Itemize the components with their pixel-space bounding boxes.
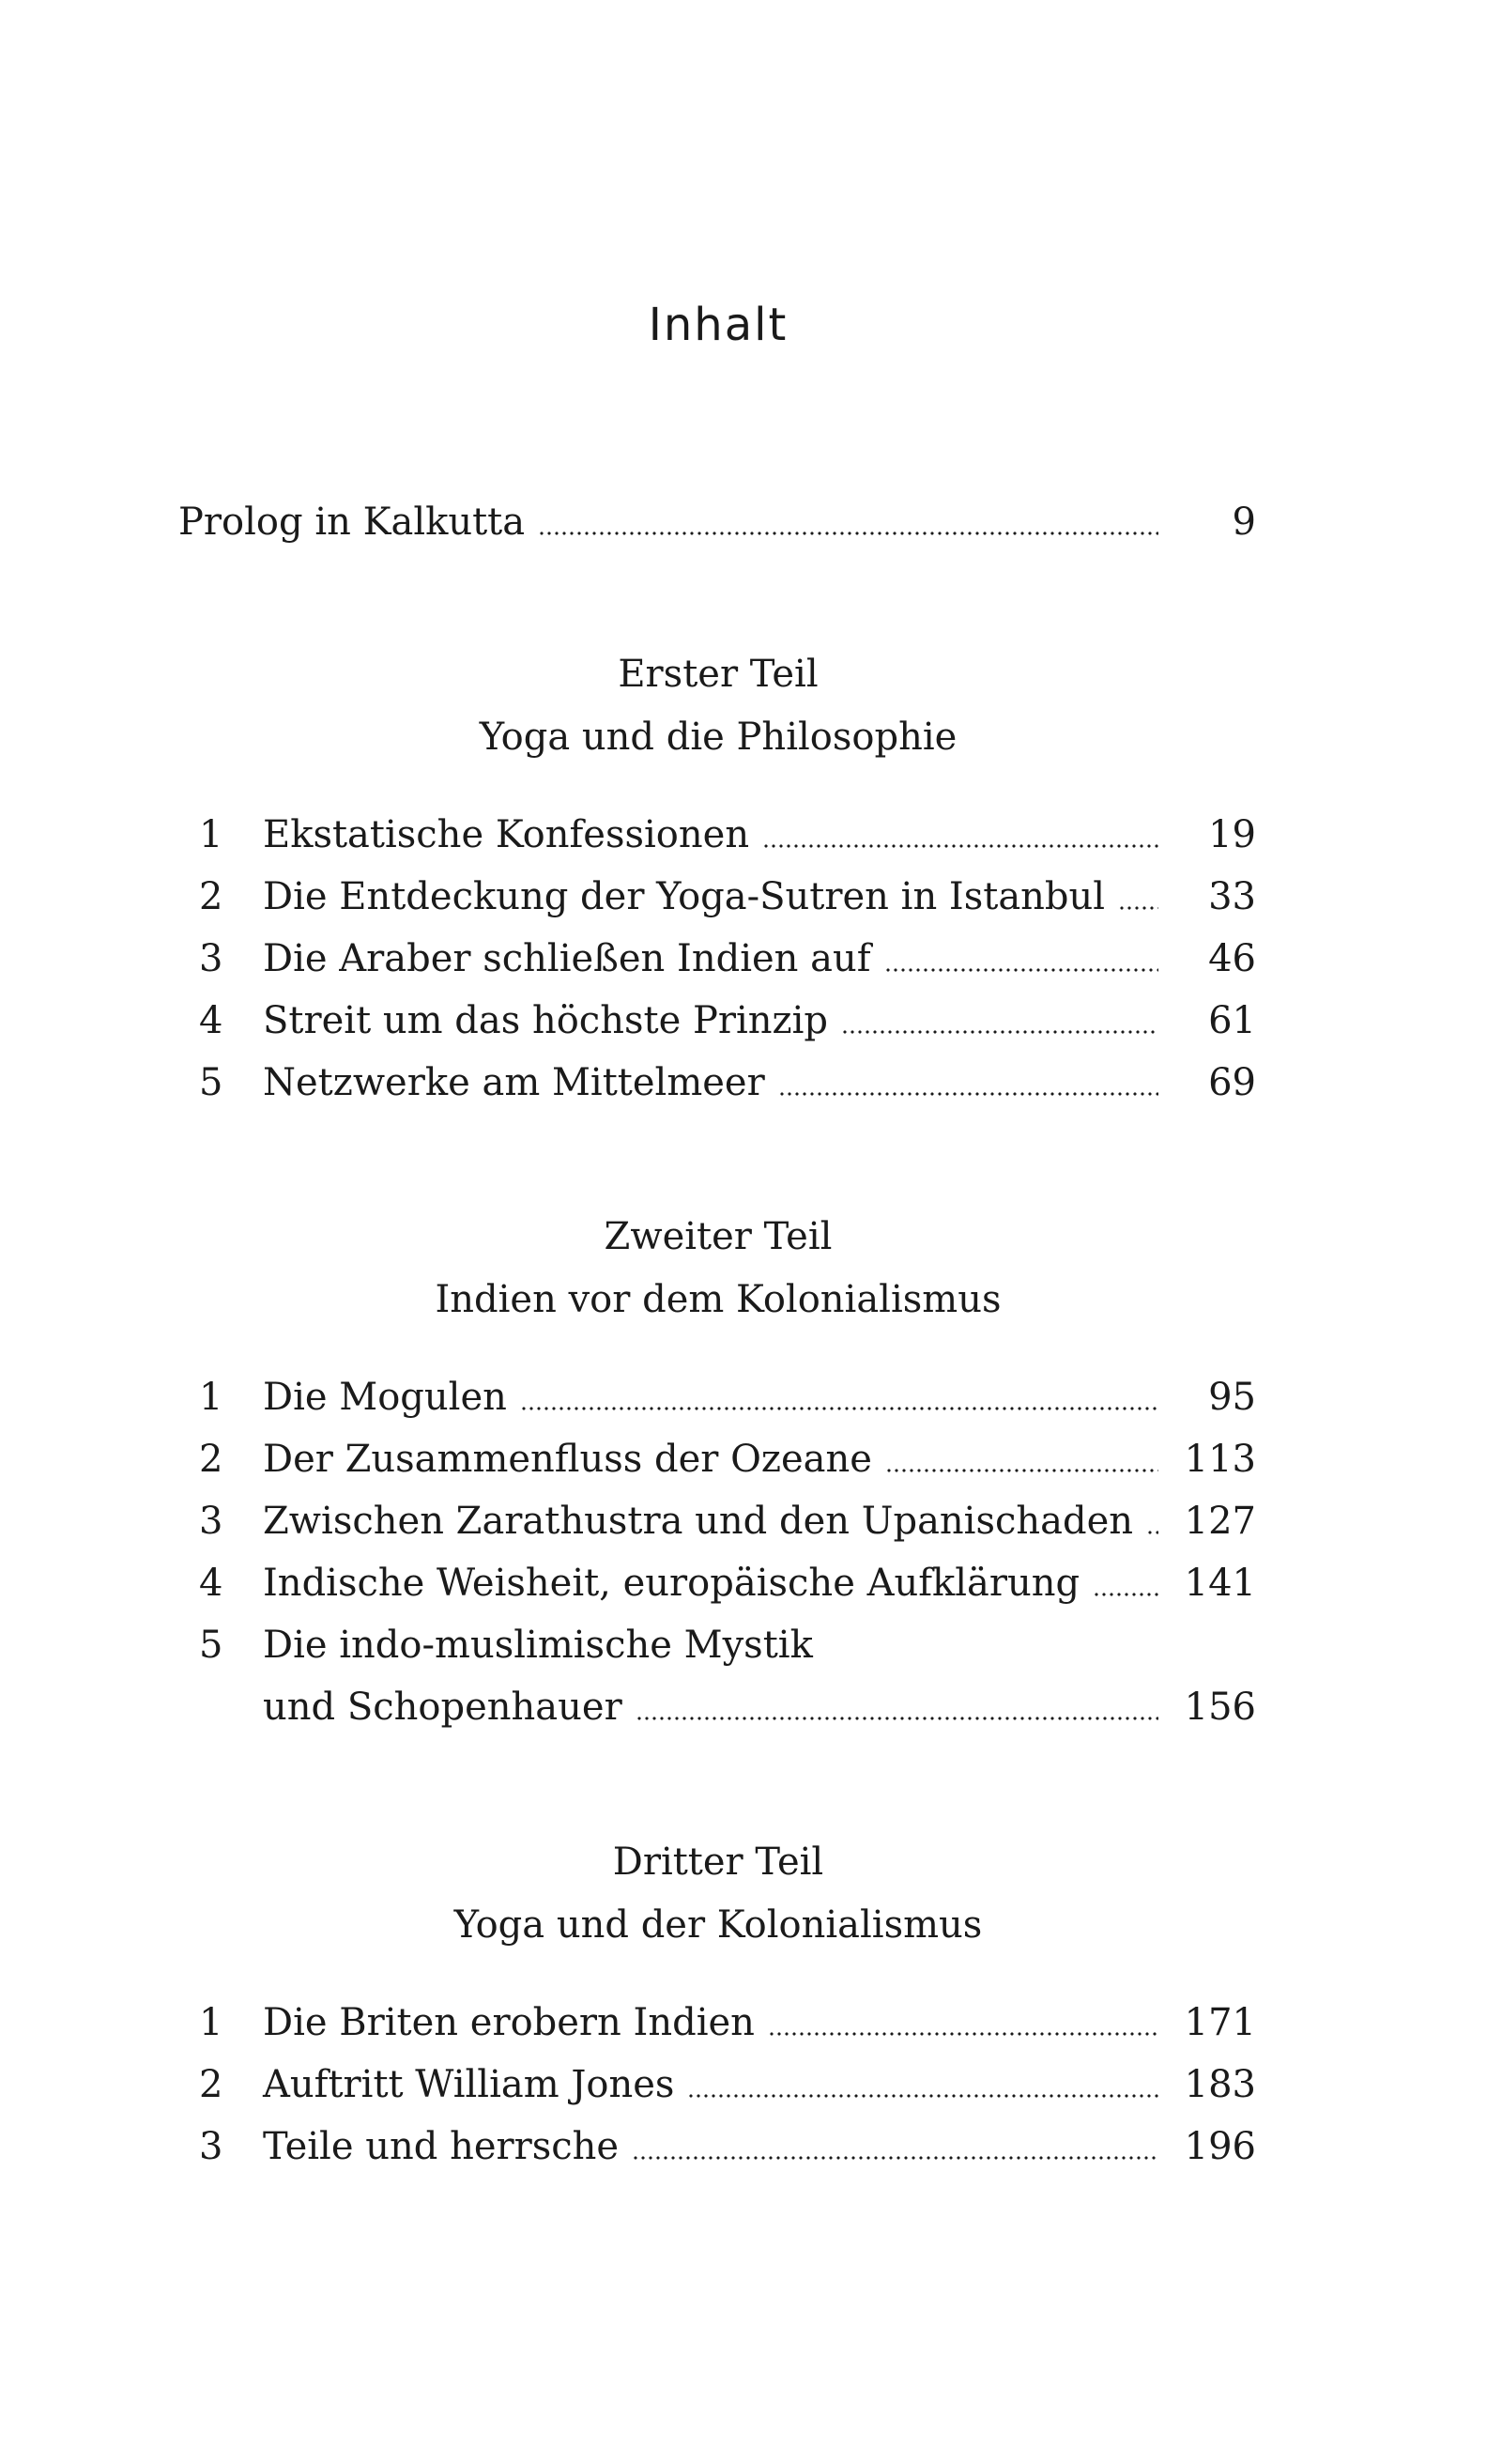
toc-entry-page: 69 (1208, 1061, 1256, 1104)
toc-entry (178, 866, 1256, 928)
dot-leader (687, 2094, 1158, 2098)
part-heading: Erster Teil (618, 653, 819, 696)
part-subtitle: Yoga und der Kolonialismus (453, 1903, 983, 1947)
toc-entry-title: Streit um das höchste Prinzip (263, 999, 829, 1042)
toc-entry-number: 4 (199, 999, 223, 1042)
toc-entry-number: 3 (199, 2125, 223, 2168)
toc-entry-page: 9 (1232, 500, 1256, 544)
toc-entry-number: 5 (199, 1061, 223, 1104)
toc-entry-page: 141 (1184, 1562, 1256, 1605)
toc-entry (178, 1490, 1256, 1552)
dot-leader (1146, 1531, 1158, 1534)
toc-entry (178, 1552, 1256, 1614)
toc-entry-title: Auftritt William Jones (263, 2063, 675, 2106)
toc-entry-number: 4 (199, 1562, 223, 1605)
toc-entry-title: Die Araber schließen Indien auf (263, 937, 871, 980)
dot-leader (1118, 906, 1158, 910)
toc-entry-page: 19 (1208, 813, 1256, 856)
dot-leader (884, 968, 1158, 972)
toc-entry-title: Die Mogulen (263, 1376, 507, 1419)
part-subtitle: Yoga und die Philosophie (479, 716, 958, 759)
toc-entry (178, 1366, 1256, 1428)
part-subtitle: Indien vor dem Kolonialismus (435, 1278, 1002, 1321)
toc-entry (178, 1052, 1256, 1114)
dot-leader (768, 2032, 1158, 2036)
toc-entry-number: 2 (199, 2063, 223, 2106)
toc-entry-page: 95 (1208, 1376, 1256, 1419)
toc-entry (178, 2054, 1256, 2116)
toc-entry-title: Ekstatische Konfessionen (263, 813, 750, 856)
toc-entry-title: Die indo-muslimische Mystik (263, 1624, 813, 1667)
toc-entry-page: 156 (1184, 1686, 1256, 1729)
dot-leader (636, 1717, 1158, 1720)
toc-entry (178, 2116, 1256, 2178)
toc-entry-page: 46 (1208, 937, 1256, 980)
toc-entry-number: 1 (199, 2001, 223, 2044)
toc-entry-title: Zwischen Zarathustra und den Upanischaden (263, 1500, 1134, 1543)
dot-leader (520, 1407, 1158, 1410)
toc-entry-page: 113 (1184, 1438, 1256, 1481)
toc-entry-number: 2 (199, 875, 223, 918)
toc-entry-title: Teile und herrsche (263, 2125, 620, 2168)
dot-leader (778, 1092, 1158, 1096)
dot-leader (538, 531, 1158, 535)
toc-entry-page: 171 (1184, 2001, 1256, 2044)
toc-entry-page: 196 (1184, 2125, 1256, 2168)
toc-entry (178, 990, 1256, 1052)
toc-entry-title: Die Briten erobern Indien (263, 2001, 755, 2044)
toc-entry-title: Prolog in Kalkutta (178, 500, 526, 544)
dot-leader (885, 1469, 1158, 1472)
toc-entry (178, 928, 1256, 990)
toc-entry-continuation (178, 1676, 1256, 1738)
toc-entry-number: 5 (199, 1624, 223, 1667)
toc-entry-title: Indische Weisheit, europäische Aufklärung (263, 1562, 1081, 1605)
dot-leader (632, 2156, 1158, 2160)
dot-leader (762, 844, 1158, 848)
toc-entry-title: Netzwerke am Mittelmeer (263, 1061, 765, 1104)
toc-entry-number: 1 (199, 1376, 223, 1419)
toc-entry-number: 2 (199, 1438, 223, 1481)
dot-leader (1093, 1593, 1158, 1596)
part-heading: Dritter Teil (612, 1840, 824, 1884)
part-heading: Zweiter Teil (604, 1215, 833, 1258)
page-title: Inhalt (648, 299, 789, 351)
toc-entry (178, 1992, 1256, 2054)
toc-entry-page: 61 (1208, 999, 1256, 1042)
dot-leader (841, 1030, 1158, 1034)
toc-entry-number: 3 (199, 1500, 223, 1543)
toc-entry-number: 3 (199, 937, 223, 980)
toc-entry-title: Der Zusammenfluss der Ozeane (263, 1438, 872, 1481)
toc-entry-title: und Schopenhauer (263, 1686, 622, 1729)
toc-entry-page: 183 (1184, 2063, 1256, 2106)
toc-entry (178, 804, 1256, 866)
toc-entry-title: Die Entdeckung der Yoga-Sutren in Istanbul (263, 875, 1106, 918)
toc-entry-page: 127 (1184, 1500, 1256, 1543)
toc-entry (178, 1614, 1256, 1676)
toc-entry (178, 1428, 1256, 1490)
toc-entry-page: 33 (1208, 875, 1256, 918)
toc-entry-number: 1 (199, 813, 223, 856)
toc-entry-prolog (178, 491, 1256, 553)
